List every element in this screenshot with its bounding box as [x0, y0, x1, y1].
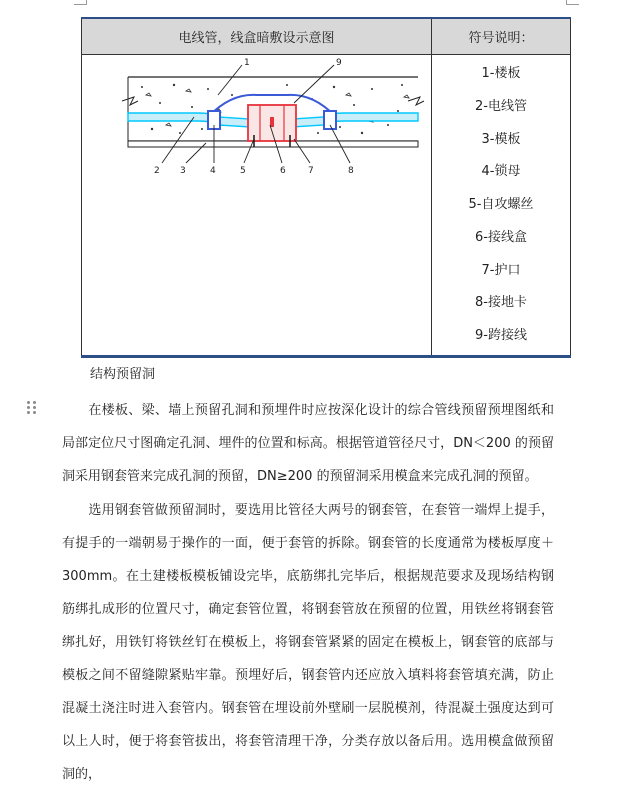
- symbol-list: [432, 58, 570, 352]
- conduit-right: [292, 113, 418, 127]
- callout-7: 7: [308, 166, 314, 176]
- callout-9: 9: [336, 58, 342, 68]
- table-header-row: [82, 18, 571, 55]
- list-item: 6-接线盒: [475, 229, 527, 245]
- list-item: 3-模板: [481, 131, 521, 147]
- list-item: 1-楼板: [481, 66, 521, 82]
- conduit-legend-table: [81, 17, 571, 358]
- page-corner-mark-right: [566, 0, 579, 5]
- callout-6: 6: [280, 166, 286, 176]
- diagram-cell: [82, 55, 432, 357]
- drag-handle-icon[interactable]: [27, 401, 36, 415]
- table-body-row: [82, 55, 571, 357]
- callout-8: 8: [348, 166, 354, 176]
- callout-4: 4: [210, 166, 216, 176]
- list-item: 2-电线管: [475, 99, 527, 115]
- legend-cell: [432, 55, 571, 357]
- paragraph-steel-sleeve: [62, 494, 554, 791]
- callout-5: 5: [240, 166, 246, 176]
- locknut-right: [324, 111, 336, 129]
- paragraph-text: 在楼板、梁、墙上预留孔洞和预埋件时应按深化设计的综合管线预留预埋图纸和局部定位尺寸图确定孔洞、埋件的位置和标高。根据管道管径尺寸，DN＜200 的预留洞采用钢套管来完成孔洞的预留，DN≥200 的预留洞采用模盒来完成孔洞的预留。: [62, 403, 554, 484]
- list-item: 8-接地卡: [475, 295, 527, 311]
- list-item: 9-跨接线: [475, 327, 527, 343]
- callout-2: 2: [154, 166, 160, 176]
- callout-3: 3: [180, 166, 186, 176]
- break-mark-left: [122, 97, 138, 105]
- callout-1: 1: [244, 58, 250, 68]
- diagram-header: 电线管，线盒暗敷设示意图: [82, 18, 432, 55]
- list-item: 4-锁母: [481, 164, 521, 180]
- conduit-box-diagram: [82, 55, 430, 215]
- section-heading: 结构预留洞: [90, 367, 156, 382]
- break-mark-right: [408, 97, 424, 105]
- legend-header: 符号说明：: [432, 18, 571, 55]
- paragraph-reserved-holes: [62, 394, 554, 493]
- list-item: 5-自攻螺丝: [468, 197, 534, 213]
- list-item: 7-护口: [481, 262, 521, 278]
- paragraph-text: 选用钢套管做预留洞时，要选用比管径大两号的钢套管，在套管一端焊上提手，有提手的一端朝易于操作的一面，便于套管的拆除。钢套管的长度通常为楼板厚度＋300mm。在土建楼板模板铺设完毕，底筋绑扎完毕后，根据规范要求及现场结构钢筋绑扎成形的位置尺寸，确定套管位置，将钢套管放在预留的位置，用铁丝将钢套管绑扎好，用铁钉将铁丝钉在模板上，将钢套管紧紧的固定在模板上，钢套管的底部与模板之间不留缝隙紧贴牢靠。预埋好后，钢套管内还应放入填料将套管填充满，防止混凝土浇注时进入套管内。钢套管在埋设前外壁刷一层脱模剂，待混凝土强度达到可以上人时，便于将套管拔出，将套管清理干净，分类存放以备后用。选用模盒做预留洞的，: [62, 503, 554, 782]
- page-corner-mark-left: [74, 0, 87, 5]
